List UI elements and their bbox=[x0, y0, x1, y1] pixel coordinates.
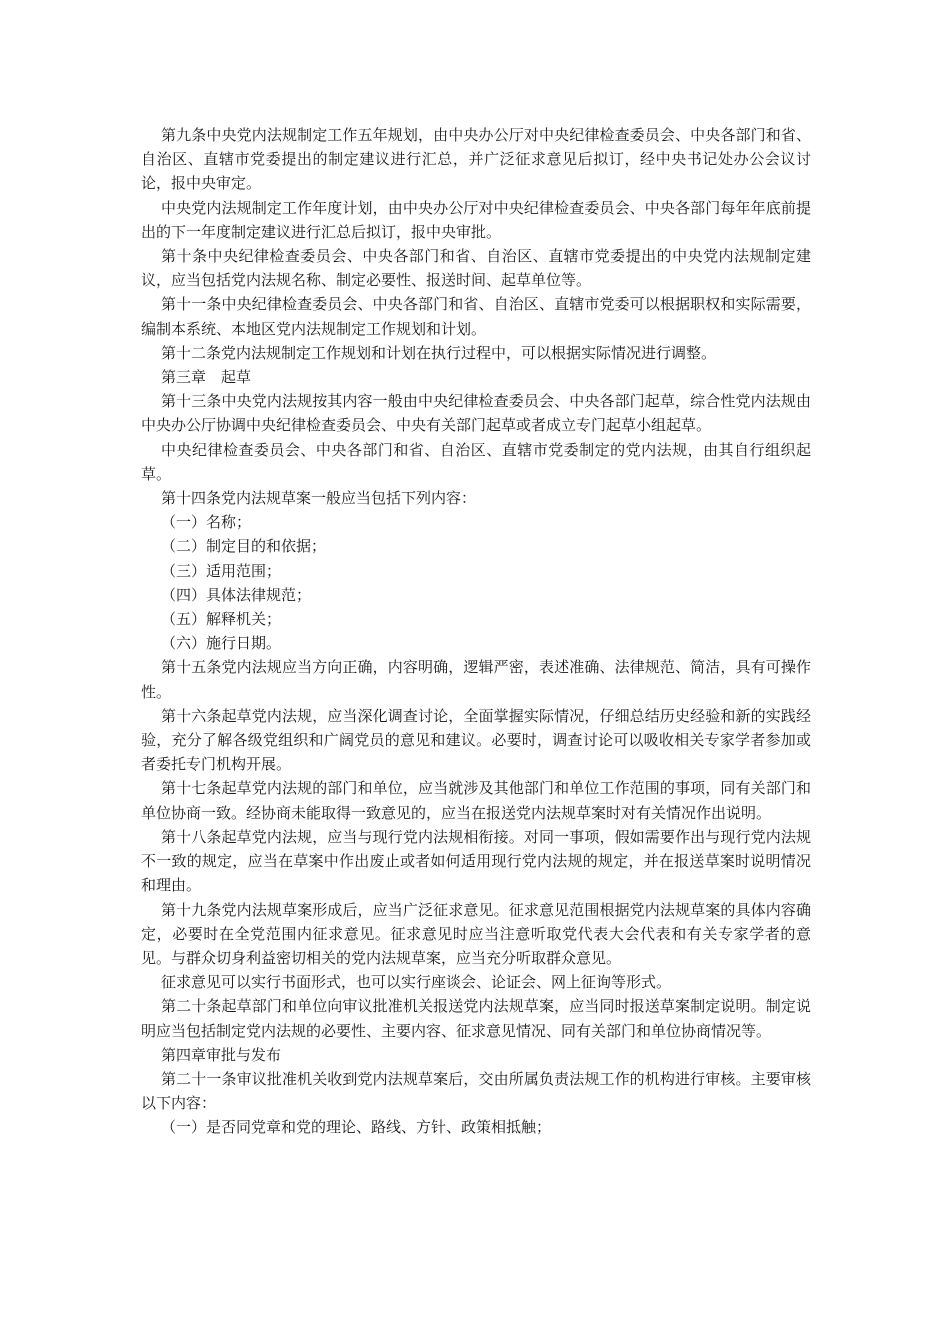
paragraph: 中央纪律检查委员会、中央各部门和省、自治区、直辖市党委制定的党内法规，由其自行组织起草。 bbox=[141, 440, 811, 483]
paragraph: 第十八条起草党内法规，应当与现行党内法规相衔接。对同一事项，假如需要作出与现行党内法规不一致的规定，应当在草案中作出废止或者如何适用现行党内法规的规定，并在报送草案时说明情况和理由。 bbox=[141, 827, 811, 895]
list-item: （六）施行日期。 bbox=[161, 634, 282, 653]
paragraph: 第十九条党内法规草案形成后，应当广泛征求意见。征求意见范围根据党内法规草案的具体内容确定，必要时在全党范围内征求意见。征求意见时应当注意听取党代表大会代表和有关专家学者的意见。与群众切身利益密切相关的党内法规草案，应当充分听取群众意见。 bbox=[141, 900, 811, 967]
paragraph: 第十四条党内法规草案一般应当包括下列内容： bbox=[161, 489, 477, 508]
list-item: （四）具体法律规范； bbox=[161, 585, 312, 604]
paragraph: 第二十条起草部门和单位向审议批准机关报送党内法规草案，应当同时报送草案制定说明。制定说明应当包括制定党内法规的必要性、主要内容、征求意见情况、同有关部门和单位协商情况等。 bbox=[141, 997, 811, 1040]
paragraph: 第十三条中央党内法规按其内容一般由中央纪律检查委员会、中央各部门起草，综合性党内法规由中央办公厅协调中央纪律检查委员会、中央有关部门起草或者成立专门起草小组起草。 bbox=[141, 392, 811, 435]
paragraph: 第九条中央党内法规制定工作五年规划，由中央办公厅对中央纪律检查委员会、中央各部门和省、自治区、直辖市党委提出的制定建议进行汇总，并广泛征求意见后拟订，经中央书记处办公会议讨论，报中央审定。 bbox=[141, 126, 811, 193]
paragraph: 第十条中央纪律检查委员会、中央各部门和省、自治区、直辖市党委提出的中央党内法规制定建议，应当包括党内法规名称、制定必要性、报送时间、起草单位等。 bbox=[141, 247, 811, 290]
paragraph: 第十一条中央纪律检查委员会、中央各部门和省、自治区、直辖市党委可以根据职权和实际需要，编制本系统、本地区党内法规制定工作规划和计划。 bbox=[141, 295, 811, 338]
paragraph: 第十二条党内法规制定工作规划和计划在执行过程中，可以根据实际情况进行调整。 bbox=[161, 343, 717, 362]
paragraph: 中央党内法规制定工作年度计划，由中央办公厅对中央纪律检查委员会、中央各部门每年年底前提出的下一年度制定建议进行汇总后拟订，报中央审批。 bbox=[141, 198, 811, 241]
list-item: （一）是否同党章和党的理论、路线、方针、政策相抵触； bbox=[161, 1118, 552, 1137]
list-item: （二）制定目的和依据； bbox=[161, 537, 327, 556]
paragraph: 第十七条起草党内法规的部门和单位，应当就涉及其他部门和单位工作范围的事项，同有关部门和单位协商一致。经协商未能取得一致意见的，应当在报送党内法规草案时对有关情况作出说明。 bbox=[141, 779, 811, 822]
list-item: （三）适用范围； bbox=[161, 561, 282, 580]
chapter-heading: 第三章 起草 bbox=[161, 368, 252, 387]
paragraph: 征求意见可以实行书面形式，也可以实行座谈会、论证会、网上征询等形式。 bbox=[161, 973, 672, 992]
chapter-heading: 第四章审批与发布 bbox=[161, 1045, 282, 1064]
document-body bbox=[141, 123, 811, 1140]
paragraph: 第二十一条审议批准机关收到党内法规草案后，交由所属负责法规工作的机构进行审核。主要审核以下内容： bbox=[141, 1069, 811, 1113]
paragraph: 第十六条起草党内法规，应当深化调查讨论，全面掌握实际情况，仔细总结历史经验和新的实践经验，充分了解各级党组织和广阔党员的意见和建议。必要时，调查讨论可以吸收相关专家学者参加或者委托专门机构开展。 bbox=[141, 706, 811, 774]
list-item: （一）名称； bbox=[161, 513, 252, 532]
list-item: （五）解释机关； bbox=[161, 610, 282, 629]
paragraph: 第十五条党内法规应当方向正确，内容明确，逻辑严密，表述准确、法律规范、简洁，具有可操作性。 bbox=[141, 658, 811, 701]
